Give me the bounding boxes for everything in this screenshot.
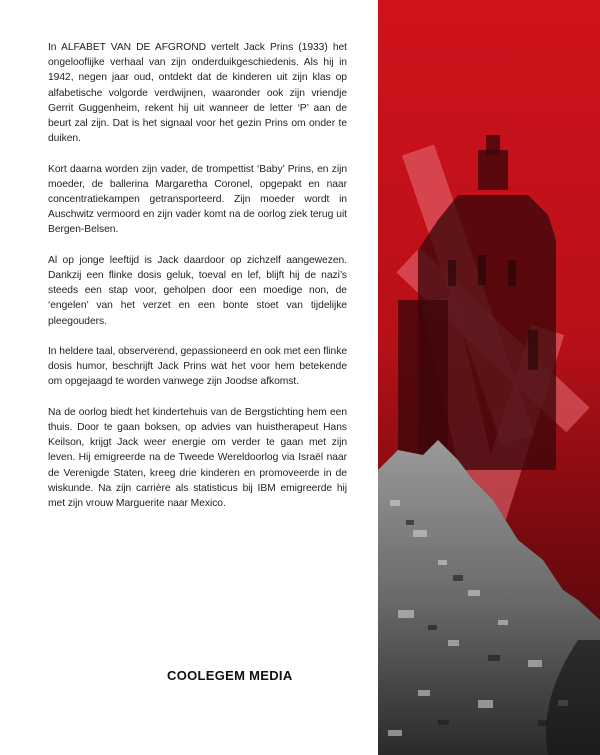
blurb-paragraph-5: Na de oorlog biedt het kindertehuis van de Bergstichting hem een thuis. Door te gaan boksen, op advies van huistherapeut Hans Keilson, krijgt Jack weer energie om verder te gaan met zijn leven. Hij emigreerde na de Tweede Wereldoorlog via Israël naar de Verenigde Staten, kreeg drie kinderen en promoveerde in de wiskunde. Na zijn carrière als statisticus bij IBM emigreerde hij met zijn vrouw Marguerite naar Mexico. [48,406,347,510]
blurb-paragraph-3: Al op jonge leeftijd is Jack daardoor op zichzelf aangewezen. Dankzij een flinke dosis geluk, toeval en lef, blijft hij de nazi’s steeds een stap voor, geholpen door een moedige non, de ‘engelen’ van het verzet en een bonte stoet van tijdelijke pleegouders. [48,254,347,327]
cover-art-strip [378,0,600,755]
publisher-name: COOLEGEM MEDIA [167,668,293,683]
blurb-paragraph-1: In ALFABET VAN DE AFGROND vertelt Jack Prins (1933) het ongelooflijke verhaal van zijn onderduikgeschiedenis. Als hij in 1942, negen jaar oud, ontdekt dat de kinderen uit zijn klas op alfabetische volgorde verdwijnen, waaronder ook zijn vriendje Gerrit Guggenheim, rekent hij uit wanneer de letter ‘P’ aan de beurt zal zijn. Dat is het signaal voor het gezin Prins om onder te duiken. [48,42,347,145]
blurb-paragraph-2: Kort daarna worden zijn vader, de trompettist ‘Baby’ Prins, en zijn moeder, de ballerina Margaretha Coronel, opgepakt en naar concentratiekampen getransporteerd. Zijn moeder wordt in Auschwitz vermoord en zijn vader komt na de oorlog ziek terug uit Bergen-Belsen. [48,163,347,236]
blurb-paragraph-4: In heldere taal, observerend, gepassioneerd en ook met een flinke dosis humor, beschrijft Jack Prins wat het voor hem betekende om opgejaagd te worden vanwege zijn Joodse afkomst. [48,346,347,388]
blurb-text [48,40,347,526]
ruined-tower-star-icon [378,0,600,755]
